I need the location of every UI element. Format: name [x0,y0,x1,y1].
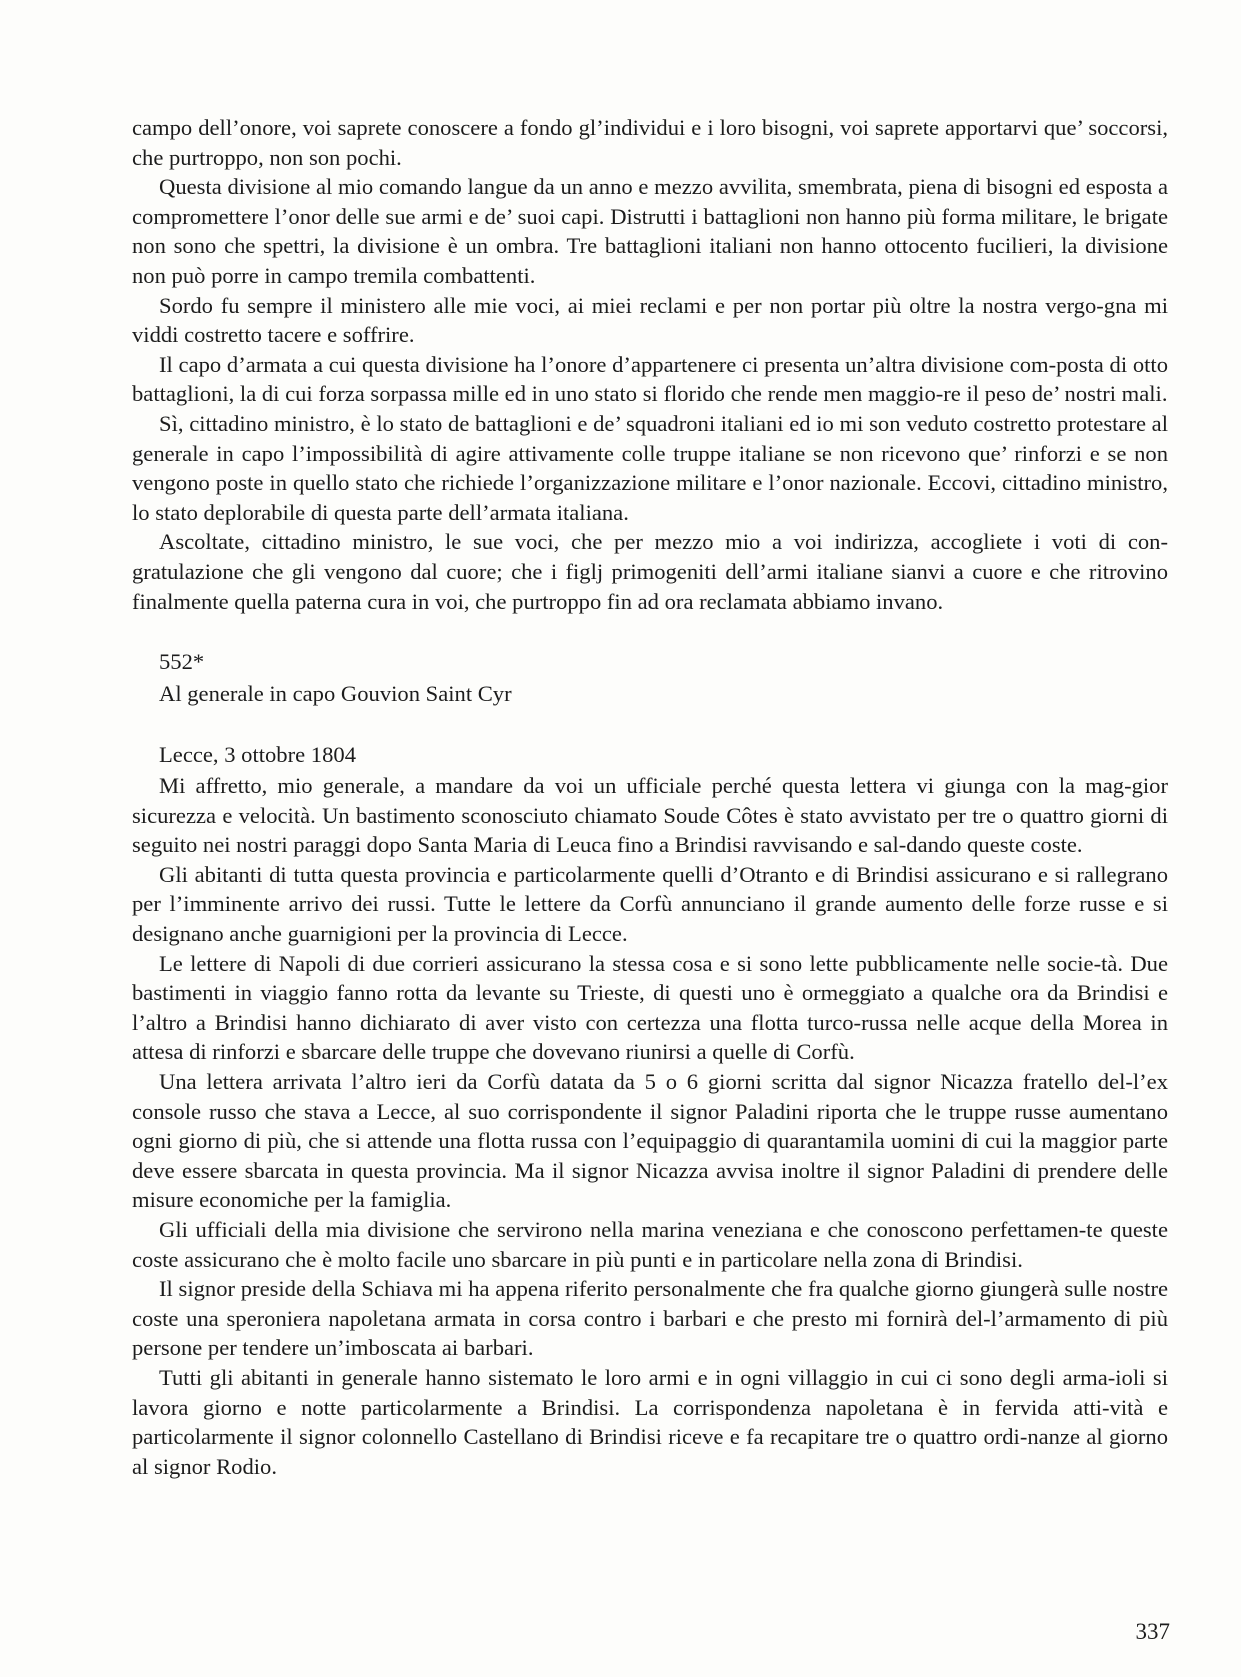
paragraph: Gli abitanti di tutta questa provincia e particolarmente quelli d’Otranto e di Brindisi assicurano e si rallegrano per l’imminente arrivo dei russi. Tutte le lettere da Corfù annunciano il grande aumento delle forze russe e si designano anche guarnigioni per la provincia di Lecce. [132,861,1168,947]
text-column [132,113,1168,1481]
paragraph: Il capo d’armata a cui questa divisione ha l’onore d’appartenere ci presenta un’altra divisione com-posta di otto battaglioni, la di cui forza sorpassa mille ed in uno stato si florido che rende men maggio-re il peso de’ nostri mali. [132,351,1168,407]
paragraph: Sì, cittadino ministro, è lo stato de battaglioni e de’ squadroni italiani ed io mi son veduto costretto protestare al generale in capo l’impossibilità di agire attivamente colle truppe italiane se non ricevono que’ rinforzi e se non vengono poste in quello stato che richiede l’organizzazione militare e l’onor nazionale. Eccovi, cittadino ministro, lo stato deplorabile di questa parte dell’armata italiana. [132,410,1168,525]
section-spacer [132,710,1168,739]
page-number: 337 [1135,1619,1170,1644]
paragraph: Il signor preside della Schiava mi ha appena riferito personalmente che fra qualche giorno giungerà sulle nostre coste una speroniera napoletana armata in corsa contro i barbari e che presto mi fornirà del-l’armamento di più persone per tendere un’imboscata ai barbari. [132,1276,1168,1361]
paragraph: Sordo fu sempre il ministero alle mie voci, ai miei reclami e per non portar più oltre la nostra vergo-gna mi viddi costretto tacere e soffrire. [132,292,1168,348]
paragraph: Una lettera arrivata l’altro ieri da Corfù datata da 5 o 6 giorni scritta dal signor Nicazza fratello del-l’ex console russo che stava a Lecce, al suo corrispondente il signor Paladini riporta che le truppe russe aumentano ogni giorno di più, che si attende una flotta russa con l’equipaggio di quarantamila uomini di cui la maggior parte deve essere sbarcata in questa provincia. Ma il signor Nicazza avvisa inoltre il signor Paladini di prendere delle misure economiche per la famiglia. [132,1069,1168,1213]
letter-number: 552* [159,649,205,675]
letter-date-line: Lecce, 3 ottobre 1804 [159,742,356,768]
paragraph: Le lettere di Napoli di due corrieri assicurano la stessa cosa e si sono lette pubblicamente nelle socie-tà. Due bastimenti in viaggio fanno rotta da levante su Trieste, di questi uno è ormeggiato a qualche ora da Brindisi e l’altro a Brindisi hanno dichiarato di aver visto con certezza una flotta turco-russa nelle acque della Morea in attesa di rinforzi e sbarcare delle truppe che dovevano riunirsi a quelle di Corfù. [132,950,1168,1065]
paragraph: Ascoltate, cittadino ministro, le sue voci, che per mezzo mio a voi indirizza, accogliete i voti di con-gratulazione che gli vengono dal cuore; che i figlj primogeniti dell’armi italiane sianvi a cuore e che ritrovino finalmente quella paterna cura in voi, che purtroppo fin ad ora reclamata abbiamo invano. [132,529,1168,614]
paragraph: Tutti gli abitanti in generale hanno sistemato le loro armi e in ogni villaggio in cui ci sono degli arma-ioli si lavora giorno e notte particolarmente a Brindisi. La corrispondenza napoletana è in fervida atti-vità e particolarmente il signor colonnello Castellano di Brindisi riceve e fa recapitare tre o quattro ordi-nanze al giorno al signor Rodio. [132,1364,1168,1479]
paragraph: Mi affretto, mio generale, a mandare da voi un ufficiale perché questa lettera vi giunga con la mag-gior sicurezza e velocità. Un bastimento sconosciuto chiamato Soude Côtes è stato avvistato per tre o quattro giorni di seguito nei nostri paraggi dopo Santa Maria di Leuca fino a Brindisi ravvisando e sal-dando queste coste. [132,773,1168,858]
paragraph-continuation: campo dell’onore, voi saprete conoscere a fondo gl’individui e i loro bisogni, voi saprete apportarvi que’ soccorsi, che purtroppo, non son pochi. [132,115,1168,170]
letter-recipient: Al generale in capo Gouvion Saint Cyr [159,681,512,707]
section-spacer [132,616,1168,646]
paragraph: Questa divisione al mio comando langue da un anno e mezzo avvilita, smembrata, piena di bisogni ed esposta a compromettere l’onor delle sue armi e de’ suoi capi. Distrutti i battaglioni non hanno più forma militare, le brigate non sono che spettri, la divisione è un ombra. Tre battaglioni italiani non hanno ottocento fucilieri, la divisione non può porre in campo tremila combattenti. [132,174,1168,288]
paragraph: Gli ufficiali della mia divisione che servirono nella marina veneziana e che conoscono perfettamen-te queste coste assicurano che è molto facile uno sbarcare in più punti e in particolare nella zona di Brindisi. [132,1217,1168,1272]
